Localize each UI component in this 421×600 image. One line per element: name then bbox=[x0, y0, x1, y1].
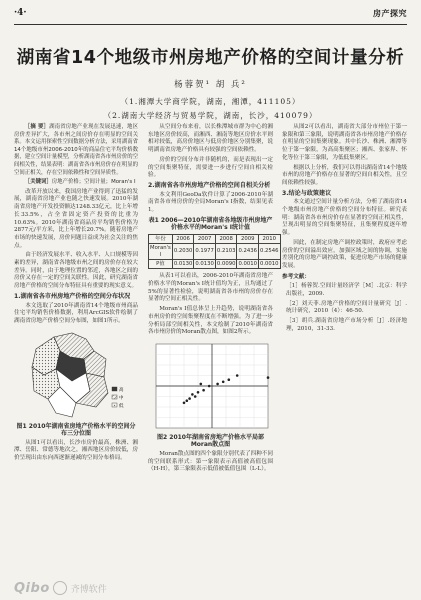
figure-1-caption: 图1 2010年湖南省房地产价格水平的空间分布三分位图 bbox=[16, 422, 136, 438]
figure-2-caption: 图2 2010年湖南省房地产价格水平局部Moran散点图 bbox=[157, 433, 264, 449]
scatter-point bbox=[197, 391, 200, 394]
table-header-cell: 2006 bbox=[172, 234, 194, 243]
keywords-label: ［关键词］ bbox=[24, 179, 52, 186]
table-header-cell: 2007 bbox=[194, 234, 216, 243]
table-cell: 0.0090 bbox=[216, 260, 236, 267]
table-header-cell: 年份 bbox=[149, 234, 173, 243]
reference-item: ［3］胡兵.湖南省房地产市场分析［J］.经济地理，2010，31-33. bbox=[286, 318, 407, 332]
table-cell: 0.2436 bbox=[237, 244, 259, 260]
watermark-brand: Qibo bbox=[14, 581, 50, 596]
body-paragraph: 从图1可以看出，长沙市房价最高，株洲、湘潭、岳阳、常德等地次之，湘西地区房价较低，房价呈现出由东向西逐渐递减的空间分布格局。 bbox=[14, 439, 138, 462]
section-1-title: 1.湖南省各市州房地产价格的空间分布状况 bbox=[14, 292, 131, 300]
table-cell: 0.2103 bbox=[215, 244, 237, 260]
legend-low: 低 bbox=[119, 403, 124, 409]
table-header-cell: 2010 bbox=[259, 234, 281, 243]
body-paragraph: 本文通过空间计量分析方法，分析了湖南省14个地级市州房地产价格的空间分布特征。研究表明：湖南省各市州房价存在显著的空间正相关性，呈现出明显的空间集聚特征，且集聚程度逐年增强。 bbox=[282, 199, 407, 237]
abstract-label: ［摘 要］ bbox=[24, 124, 50, 130]
article-title: 湖南省14个地级市州房地产价格的空间计量分析 bbox=[16, 48, 405, 68]
reference-item: ［1］杨蓉贺.空间计量经济学［M］.北京：科学出版社，2009. bbox=[286, 283, 407, 298]
scatter-point bbox=[200, 383, 203, 386]
scatter-point bbox=[216, 383, 219, 386]
column-1 bbox=[14, 124, 138, 574]
body-paragraph: Moran's I值总体呈上升趋势，说明湖南省各市州房价的空间集聚程度在不断增强。为了进一步分析局部空间相关性，本文绘制了2010年湖南省各市州房价的Moran散点图，如图2所示。 bbox=[148, 306, 273, 336]
body-paragraph: 根据以上分析，我们可以得出湖南省14个地级市州的房地产价格存在显著的空间自相关性，且空间依赖性较强。 bbox=[282, 164, 407, 186]
abstract bbox=[14, 124, 138, 177]
watermark bbox=[14, 577, 107, 596]
scatter-point bbox=[194, 395, 197, 398]
watermark-logo-icon bbox=[53, 581, 67, 595]
column-3 bbox=[282, 124, 407, 574]
body-paragraph: 从图2可以看出，湖南省大部分市州位于第一象限和第三象限，说明湖南省各市州房地产价格存在明显的空间集聚现象。其中长沙、株洲、湘潭等位于第一象限，为高高集聚区；湘西、张家界、怀化等位于第三象限，为低低集聚区。 bbox=[282, 124, 407, 161]
scatter-point bbox=[202, 389, 205, 392]
figure-1-map bbox=[14, 329, 138, 421]
table-cell: 0.0010 bbox=[260, 260, 279, 267]
page-number: ·4· bbox=[14, 8, 27, 18]
scatter-point bbox=[236, 374, 239, 377]
table-header-cell: 2009 bbox=[237, 234, 259, 243]
table-cell: 0.0010 bbox=[238, 260, 257, 267]
moran-scatter-svg bbox=[148, 340, 273, 432]
body-paragraph: 由于经济发展水平、收入水平、人口规模等因素的差异，湖南省各地级市州之间的房价存在较大差异。同时，由于地理位置的邻近，各地区之间的房价又存在一定的空间关联性。因此，研究湖南省房地产价格的空间分布特征具有重要的现实意义。 bbox=[14, 252, 138, 290]
body-paragraph: 从空间分布来看，以长株潭城市群为中心的湘东地区房价较高，而湘西、湘南等地区房价水平则相对较低，高房价地区与低房价地区分别集聚，说明湖南省房地产价格具有较强的空间依赖性。 bbox=[148, 124, 273, 154]
watermark-brand-cn: 齐博软件 bbox=[70, 585, 107, 595]
table-cell: 0.1977 bbox=[194, 244, 216, 260]
table-header-cell: 2008 bbox=[215, 234, 237, 243]
reference-item: ［2］刘天菲.房地产价格的空间计量研究［J］.统计研究，2010（4）：46-50. bbox=[286, 300, 407, 315]
scatter-point bbox=[267, 376, 270, 379]
authors: 杨蓉贺¹ 胡 兵² bbox=[174, 80, 247, 90]
section-3-title: 3.结论与政策建议 bbox=[282, 189, 332, 197]
section-2-title: 2.湖南省各市州房地产价格的空间自相关分析 bbox=[148, 181, 271, 189]
affiliation-1: （1.湘潭大学商学院，湖南，湘潭，411105） bbox=[120, 97, 301, 106]
scatter-point bbox=[228, 378, 231, 381]
body-paragraph: 本文选取了2010年湖南省14个地级市州商品住宅平均销售价格数据，利用ArcGIS软件绘制了湖南省房地产价格空间分布图，如图1所示。 bbox=[14, 302, 138, 324]
scatter-point bbox=[222, 380, 225, 383]
references-title: 参考文献： bbox=[282, 273, 310, 280]
body-paragraph: 因此，在制定房地产调控政策时，政府应考虑房价的空间溢出效应，加强区域之间的协调，实施差别化的房地产调控政策，促进房地产市场的健康发展。 bbox=[282, 239, 407, 269]
table-1-caption: 表1 2006—2010年湖南省各地级市州房地产价格水平的Moran's I统计值 bbox=[148, 216, 273, 232]
table-cell: 0.0130 bbox=[195, 260, 214, 267]
moran-table bbox=[148, 234, 281, 270]
body-paragraph: 房价的空间分布并非随机的，而是表现出一定的空间集聚特征，需要进一步进行空间自相关检验。 bbox=[148, 156, 273, 179]
column-2 bbox=[148, 124, 279, 574]
table-cell: Moran's I bbox=[150, 245, 171, 258]
scatter-point bbox=[183, 401, 186, 404]
scatter-point bbox=[191, 393, 194, 396]
affiliation-2: （2.湖南大学经济与贸易学院，湖南，长沙，410079） bbox=[103, 111, 318, 120]
body-paragraph: 从表1可以看出，2006-2010年湖南省房地产价格水平的Moran's I统计值均为正，且均通过了5%的显著性检验，说明湖南省各市州的房价存在显著的空间正相关性。 bbox=[148, 273, 273, 303]
body-paragraph: 改革开放以来，我国房地产业得到了迅猛的发展，湖南省房地产业也随之快速发展。2010年湖南省房地产开发投资额达1248.33亿元，比上年增长33.5%，占全省固定资产投资的比重为10.63%。2010年湖南省商品房平均销售价格为2877元/平方米，比上年增长20.7%。随着房地产市场的快速发展，房价问题日益成为社会关注的焦点。 bbox=[14, 188, 138, 249]
hunan-map-svg bbox=[14, 329, 138, 421]
page-header bbox=[14, 6, 407, 25]
figure-2-scatter bbox=[148, 340, 273, 432]
journal-name: 房产探究 bbox=[373, 8, 407, 18]
scatter-point bbox=[186, 399, 189, 402]
scatter-point bbox=[208, 385, 211, 388]
body-paragraph: 本文利用GeoDa软件计算了2006-2010年湖南省各市州房价的全局Moran's I指数，结果见表1。 bbox=[148, 191, 273, 214]
table-row bbox=[149, 244, 281, 260]
keywords bbox=[14, 179, 138, 187]
body-paragraph: Moran散点图的四个象限分别代表了四种不同的空间联系形式：第一象限表示高值被高值包围（H-H），第三象限表示低值被低值包围（L-L）。 bbox=[148, 450, 273, 473]
table-header-row bbox=[149, 234, 281, 243]
table-cell: 0.0130 bbox=[173, 260, 193, 267]
table-cell: P值 bbox=[149, 259, 173, 268]
abstract-text: 湖南省房地产业现在发展迅速，地区房价差异扩大，各市州之间房价存在明显的空间关系。本文运用探索性空间数据分析方法，采用湖南省14个地级市州2006-2010年的商品住宅平均价格数据，建立空间计量模型，分析湖南省各市州房价的空间相关性，结果表明：湖南省各市州房价存在明显的空间正相关，存在空间依赖性和空间异质性。 bbox=[14, 124, 138, 176]
legend-mid: 中 bbox=[119, 395, 124, 401]
table-cell: 0.2546 bbox=[259, 244, 281, 260]
table-row bbox=[149, 259, 281, 268]
legend-high: 高 bbox=[119, 387, 124, 393]
table-cell: 0.2030 bbox=[172, 244, 194, 260]
scatter-point bbox=[188, 397, 191, 400]
keywords-text: 房地产价格；空间计量；Moran's I bbox=[51, 179, 136, 186]
